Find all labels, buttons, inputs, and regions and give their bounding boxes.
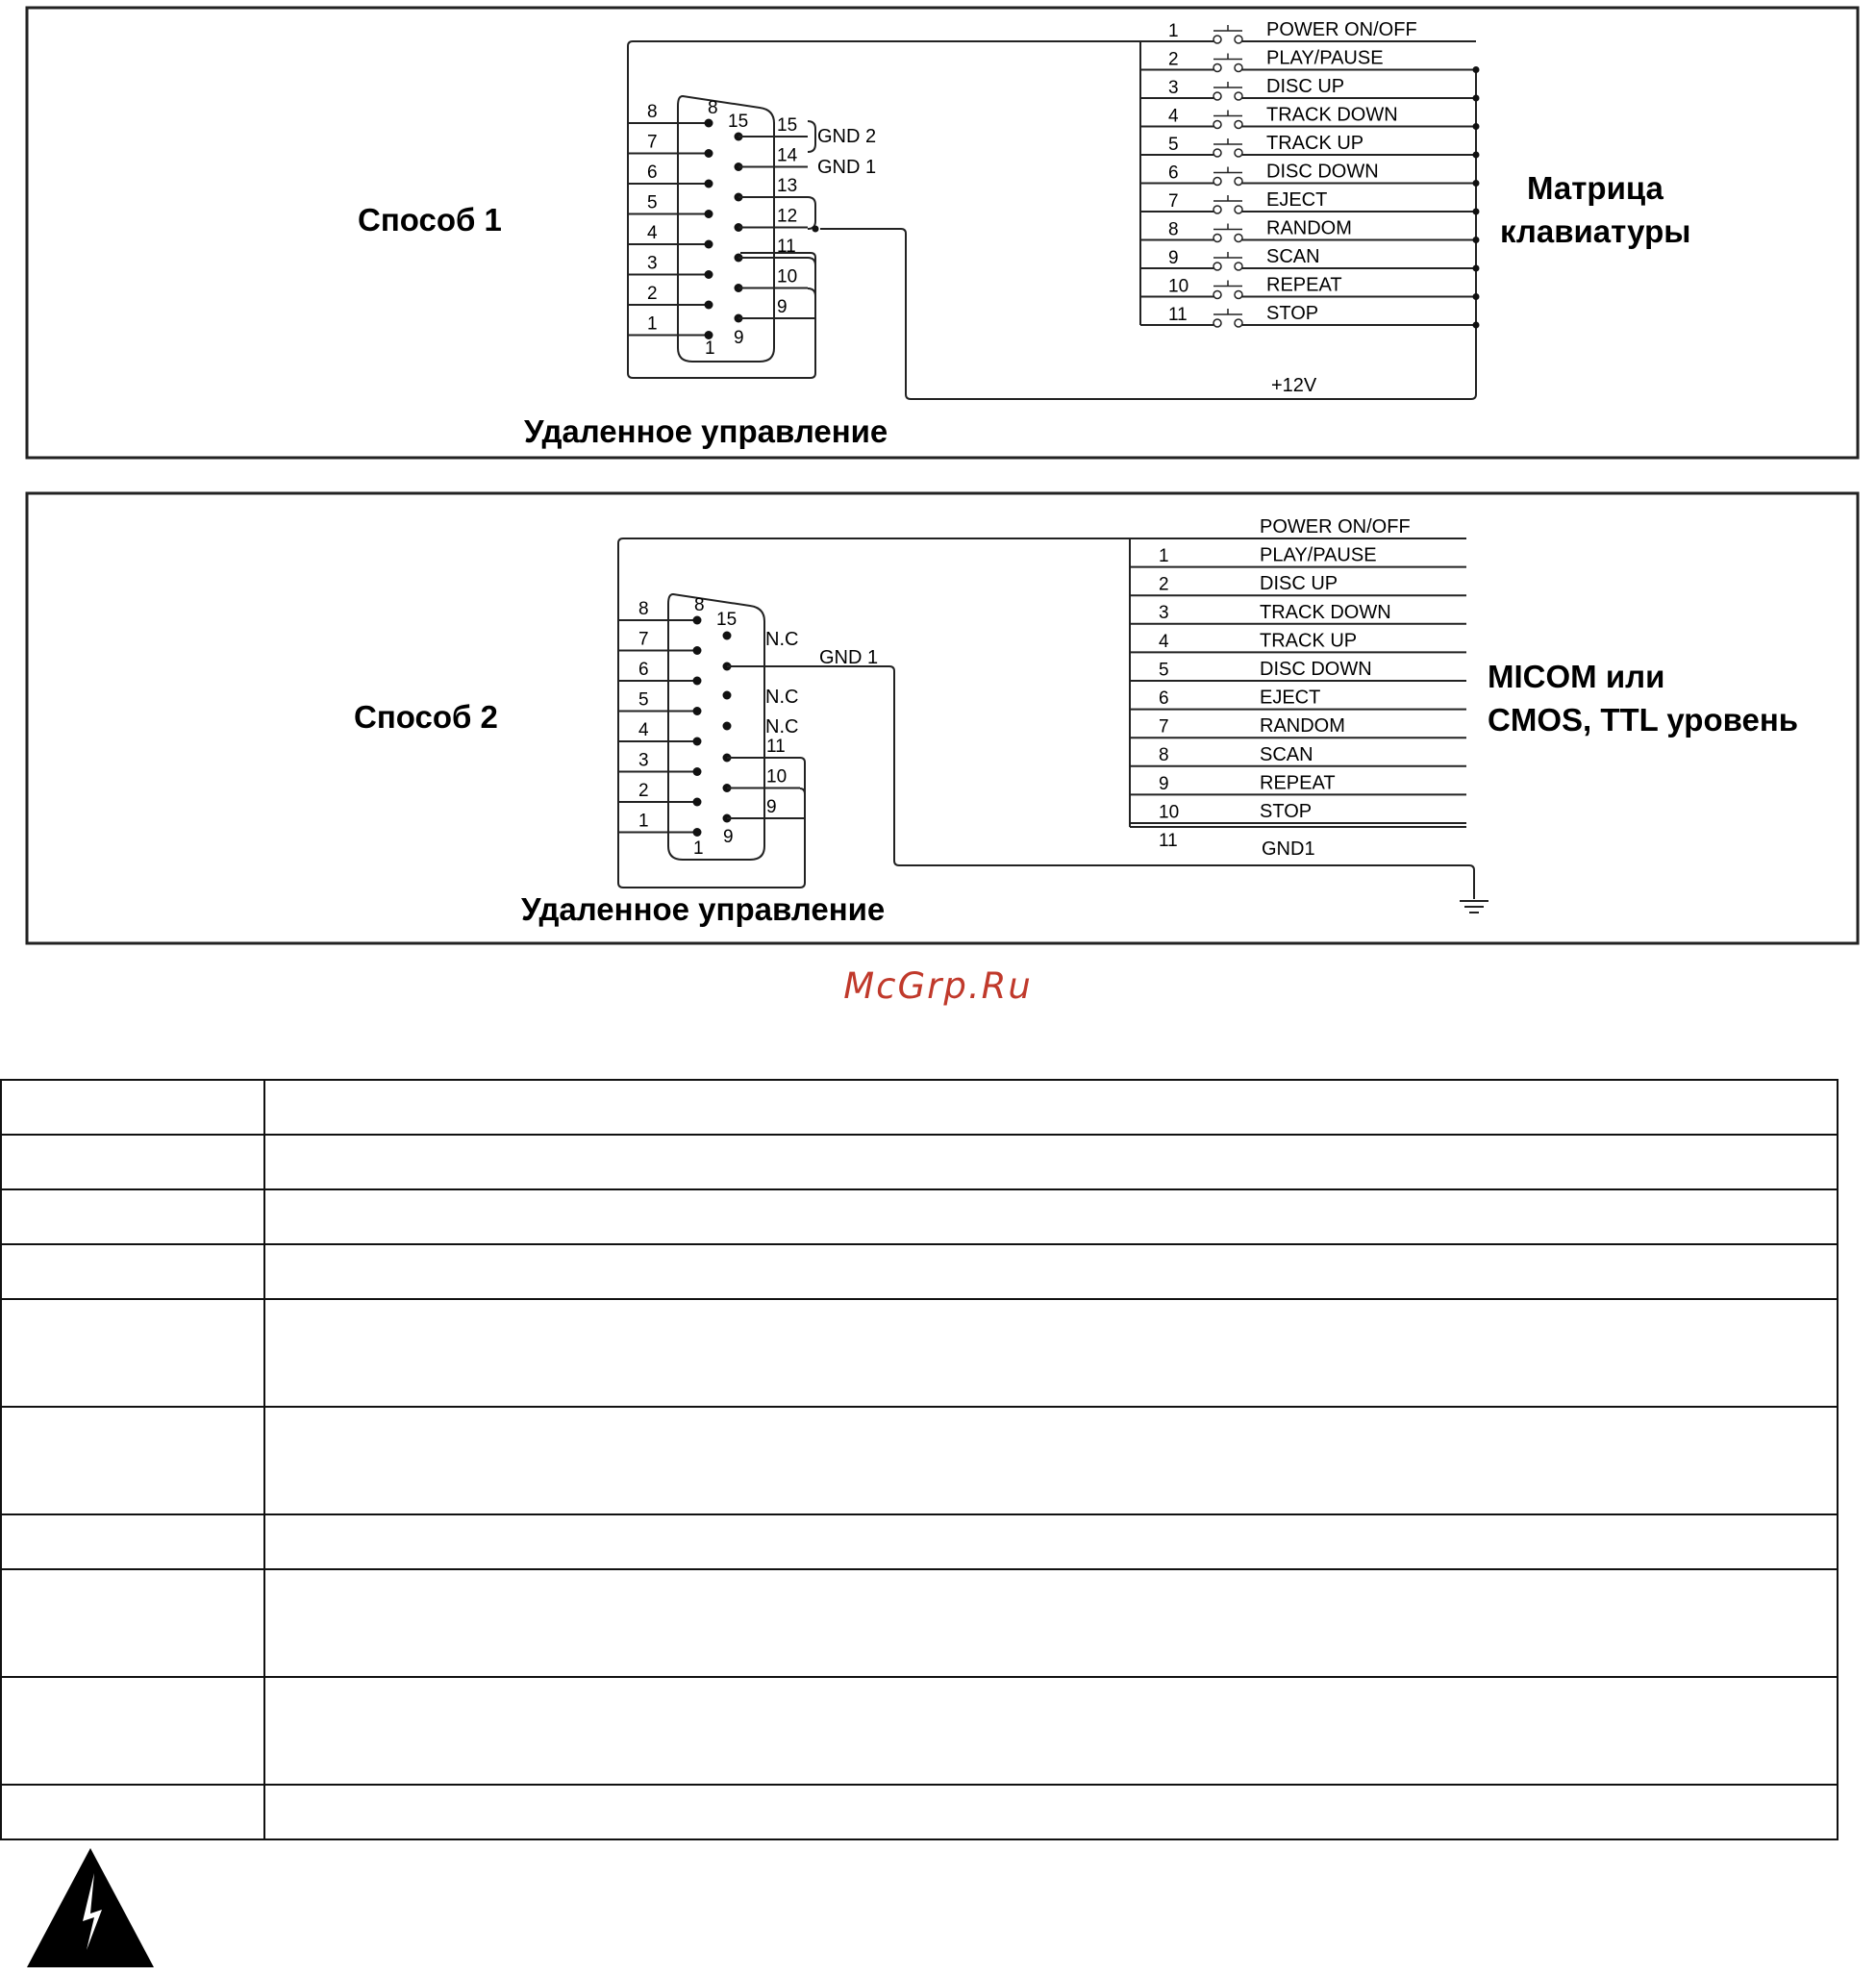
table-cell-key (1, 1189, 264, 1244)
signal-line-label: EJECT (1260, 687, 1321, 709)
connector-1-pin-label: 10 (777, 266, 798, 288)
connector-2-pin-1 (618, 812, 702, 838)
signal-line-number: 7 (1159, 716, 1169, 738)
connector-1-pin-13 (735, 176, 809, 202)
table-cell-value (264, 1299, 1838, 1407)
switch-label: TRACK UP (1266, 133, 1364, 154)
table-cell-value (264, 1407, 1838, 1514)
connector-2-pin-6 (618, 660, 702, 686)
connector-1-pin-label: 12 (777, 206, 798, 227)
micom-label-line2: CMOS, TTL уровень (1488, 702, 1799, 738)
connector-1-pin-label: 14 (777, 145, 798, 166)
table-row (1, 1299, 1838, 1407)
connector-1-pin-label: 13 (777, 176, 798, 196)
connector-2-pin-5 (618, 690, 702, 716)
table-row (1, 1244, 1838, 1299)
connector-1-pin-12 (735, 207, 809, 233)
table-cell-key (1, 1514, 264, 1569)
connector-2-pin-label: 4 (638, 720, 649, 740)
gnd2-label: GND 2 (817, 126, 877, 147)
table-row (1, 1514, 1838, 1569)
nc-label-13: N.C (765, 687, 799, 708)
table-cell-key (1, 1785, 264, 1839)
switch-row-10 (1140, 275, 1480, 301)
signal-line-label: REPEAT (1260, 772, 1336, 794)
table-row (1, 1189, 1838, 1244)
power-12v-label: +12V (1271, 375, 1317, 396)
signal-line-number: 4 (1159, 631, 1169, 652)
watermark: McGrp.Ru (843, 965, 1033, 1007)
table-cell-value (264, 1080, 1838, 1135)
signal-line-number: 1 (1159, 546, 1169, 566)
table-cell-key (1, 1080, 264, 1135)
connector-1-left-pins (628, 102, 713, 339)
connector-1-pin-label: 2 (647, 284, 658, 304)
signal-line-label: DISC DOWN (1260, 659, 1372, 680)
gnd1-bottom-label: GND1 (1262, 838, 1315, 860)
switch-row-4 (1140, 105, 1480, 131)
table-cell-value (264, 1569, 1838, 1677)
signal-line-number: 3 (1159, 603, 1169, 624)
switch-row-6 (1140, 162, 1480, 188)
signal-line-label: TRACK UP (1260, 630, 1358, 652)
switch-number: 7 (1168, 191, 1179, 212)
connector-1-pin-5 (628, 193, 713, 219)
switch-label: REPEAT (1266, 274, 1342, 296)
connector-1-pin-1 (628, 314, 713, 340)
connector-1-pin-14 (735, 146, 809, 172)
connector-1-corner-bl: 1 (705, 338, 715, 359)
switch-matrix-1 (1140, 19, 1480, 329)
connector-1-pin-7 (628, 133, 713, 159)
switch-row-3 (1140, 76, 1480, 102)
signal-line-label: RANDOM (1260, 715, 1345, 738)
connector-1-corner-tr: 15 (728, 112, 749, 132)
connector-2-corner-tr: 15 (716, 610, 738, 630)
connector-2-upper-pin-dot (723, 632, 732, 640)
connector-1-pin-label: 4 (647, 223, 658, 243)
switch-row-8 (1140, 218, 1480, 244)
connector-2-pin-7 (618, 630, 702, 656)
nc-label-12: N.C (765, 716, 799, 738)
table-cell-key (1, 1299, 264, 1407)
connector-2-pin-label: 1 (638, 811, 649, 832)
switch-row-11 (1140, 303, 1480, 329)
signal-line-number: 11 (1159, 831, 1178, 851)
table-row (1, 1407, 1838, 1514)
connector-2-pin-label: 2 (638, 781, 649, 801)
switch-number: 11 (1168, 305, 1188, 325)
remote-control-label-2: Удаленное управление (521, 891, 886, 927)
switch-row-1 (1140, 19, 1476, 43)
connector-1-pin-label: 9 (777, 297, 788, 317)
connector-2-pin-3 (618, 751, 702, 777)
switch-number: 4 (1168, 106, 1179, 127)
switch-row-2 (1140, 48, 1480, 74)
switch-number: 10 (1168, 276, 1189, 297)
switch-label: EJECT (1266, 189, 1328, 211)
connector-1-pin-11 (735, 237, 809, 263)
signal-line-label: SCAN (1260, 743, 1313, 765)
table-row (1, 1569, 1838, 1677)
connector-2-pin-8 (618, 599, 702, 625)
connector-1-pin-label: 6 (647, 163, 658, 183)
table-cell-key (1, 1407, 264, 1514)
connector-1-pin-3 (628, 254, 713, 280)
connector-1-pin-label: 11 (777, 237, 796, 257)
connector-2-pin-11 (723, 737, 801, 763)
connector-1-pin-2 (628, 284, 713, 310)
table-row (1, 1135, 1838, 1189)
gnd1-label-2: GND 1 (819, 647, 879, 668)
table-cell-key (1, 1244, 264, 1299)
switch-row-7 (1140, 189, 1480, 215)
switch-label: RANDOM (1266, 217, 1352, 239)
switch-label: POWER ON/OFF (1266, 19, 1417, 40)
spec-table (0, 1079, 1838, 1840)
nc-label-15: N.C (765, 629, 799, 650)
signal-line-label: DISC UP (1260, 573, 1338, 595)
table-cell-value (264, 1785, 1838, 1839)
connector-2-pin-4 (618, 720, 702, 746)
connector-1-pin-4 (628, 223, 713, 249)
switch-row-5 (1140, 133, 1480, 159)
remote-control-label-1: Удаленное управление (524, 413, 888, 449)
signal-line-label: STOP (1260, 801, 1313, 822)
connector-1-right-pins (735, 115, 819, 335)
signal-line-label: POWER ON/OFF (1260, 516, 1411, 538)
connector-1-pin-8 (628, 102, 713, 128)
signal-line-number: 5 (1159, 660, 1169, 681)
signal-lines-2 (1130, 516, 1466, 851)
connector-2-pin-2 (618, 781, 702, 807)
table-cell-value (264, 1514, 1838, 1569)
keyboard-matrix-label-line1: Матрица (1527, 170, 1663, 206)
connector-1-pin-label: 7 (647, 132, 658, 153)
signal-line-number: 8 (1159, 745, 1169, 766)
switch-number: 6 (1168, 163, 1179, 184)
connector-2-pin-9 (723, 797, 801, 823)
keyboard-matrix-label-line2: клавиатуры (1500, 213, 1691, 249)
connector-2-pin-label: 6 (638, 660, 649, 680)
signal-line-label: TRACK DOWN (1260, 601, 1391, 623)
connector-1-pin-6 (628, 163, 713, 188)
connector-1-pin-label: 1 (647, 313, 658, 335)
switch-number: 9 (1168, 248, 1179, 268)
table-row (1, 1080, 1838, 1135)
switch-label: SCAN (1266, 246, 1320, 267)
micom-label-line1: MICOM или (1488, 659, 1665, 694)
connector-2-pin-10 (723, 767, 801, 793)
connector-1-pin-label: 15 (777, 115, 798, 136)
table-row (1, 1785, 1838, 1839)
connector-2-corner-br: 9 (723, 827, 734, 847)
connector-2-pin-label: 5 (638, 689, 649, 711)
connector-1-corner-br: 9 (734, 328, 744, 348)
wiring-diagrams (0, 0, 1876, 962)
switch-label: PLAY/PAUSE (1266, 47, 1384, 69)
high-voltage-warning-icon (23, 1844, 158, 1971)
connector-2-pin-label: 8 (638, 599, 649, 619)
switch-label: STOP (1266, 303, 1319, 324)
connector-2-left-pins (618, 599, 702, 837)
connector-1-pin-9 (735, 297, 809, 323)
switch-number: 1 (1168, 21, 1179, 41)
connector-2-pin-label: 9 (766, 797, 777, 817)
table-cell-value (264, 1677, 1838, 1785)
signal-line-number: 9 (1159, 773, 1169, 794)
switch-label: DISC UP (1266, 76, 1345, 97)
connector-2-pin-label: 11 (766, 737, 786, 757)
connector-2-pin-label: 7 (638, 629, 649, 650)
connector-2-upper-pin-dot (723, 691, 732, 700)
connector-2-corner-tl: 8 (694, 595, 705, 615)
connector-2-upper-pin-dot (723, 722, 732, 731)
table-cell-key (1, 1569, 264, 1677)
table-cell-value (264, 1135, 1838, 1189)
table-cell-value (264, 1189, 1838, 1244)
signal-line-label: PLAY/PAUSE (1260, 544, 1377, 566)
connector-1-pin-label: 3 (647, 253, 658, 274)
method-2-label: Способ 2 (354, 699, 498, 735)
connector-1-pin-10 (735, 267, 809, 293)
table-cell-value (264, 1244, 1838, 1299)
table-cell-key (1, 1677, 264, 1785)
connector-1-pin-label: 5 (647, 192, 658, 213)
switch-number: 2 (1168, 49, 1179, 70)
switch-number: 3 (1168, 78, 1179, 98)
switch-label: TRACK DOWN (1266, 104, 1398, 126)
signal-line-number: 6 (1159, 688, 1169, 709)
switch-label: DISC DOWN (1266, 161, 1379, 183)
connector-2-pin-label: 3 (638, 750, 649, 771)
switch-number: 5 (1168, 135, 1179, 155)
table-row (1, 1677, 1838, 1785)
switch-number: 8 (1168, 219, 1179, 240)
connector-1-pin-label: 8 (647, 102, 658, 122)
gnd1-label-1: GND 1 (817, 157, 877, 178)
connector-1-corner-tl: 8 (708, 98, 718, 118)
switch-row-9 (1140, 246, 1480, 272)
connector-2-corner-bl: 1 (693, 838, 704, 859)
connector-2-pin-label: 10 (766, 766, 788, 788)
method-1-label: Способ 1 (358, 202, 502, 238)
signal-line-number: 10 (1159, 802, 1180, 823)
table-cell-key (1, 1135, 264, 1189)
signal-line-number: 2 (1159, 574, 1169, 595)
